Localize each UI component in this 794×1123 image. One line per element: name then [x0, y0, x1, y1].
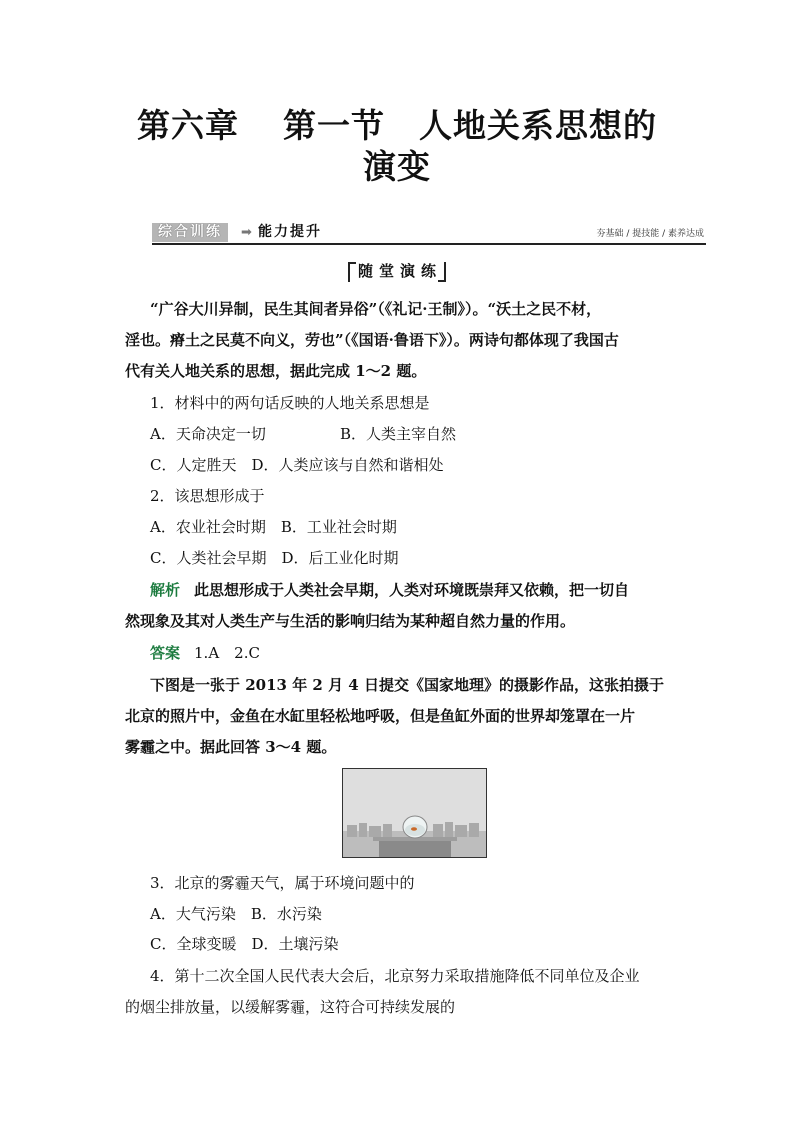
- question-3-options-row1: A．大气污染 B．水污染: [150, 905, 322, 923]
- question-1-stem: 1．材料中的两句话反映的人地关系思想是: [150, 394, 430, 412]
- answer-label: 答案: [150, 644, 181, 662]
- question-1-options-row1: [150, 424, 710, 444]
- question-2-stem: 2．该思想形成于: [150, 487, 265, 505]
- question-2-options-row2: C．人类社会早期 D．后工业化时期: [150, 549, 399, 567]
- arrow-right-icon: ➡: [241, 225, 252, 240]
- answer-line: 答案 1.A 2.C: [150, 644, 260, 662]
- question-3-stem: 3．北京的雾霾天气，属于环境问题中的: [150, 874, 415, 892]
- question-4-stem: 4．第十二次全国人民代表大会后，北京努力采取措施降低不同单位及企业: [150, 967, 640, 985]
- question-1-options-row2: C．人定胜天 D．人类应该与自然和谐相处: [150, 456, 444, 474]
- option-b: B．人类主宰自然: [340, 425, 457, 443]
- banner-tag-training: 综合训练: [152, 223, 228, 242]
- question-2-options-row1: A．农业社会时期 B．工业社会时期: [150, 518, 397, 536]
- passage2-line: 下图是一张于 2013 年 2 月 4 日提交《国家地理》的摄影作品，这张拍摄于: [150, 676, 664, 694]
- passage2-line: 北京的照片中，金鱼在水缸里轻松地呼吸，但是鱼缸外面的世界却笼罩在一片: [125, 707, 636, 725]
- analysis-line: 解析 此思想形成于人类社会早期，人类对环境既崇拜又依赖，把一切自: [150, 581, 630, 599]
- analysis-line: 然现象及其对人类生产与生活的影响归结为某种超自然力量的作用。: [125, 612, 576, 630]
- passage2-line: 雾霾之中。据此回答 3～4 题。: [125, 738, 337, 756]
- banner-tag-ability: 能力提升: [258, 224, 322, 240]
- section-title: 随堂演练: [0, 260, 794, 282]
- analysis-label: 解析: [150, 581, 181, 599]
- page-title-line1: 第六章 第一节 人地关系思想的: [137, 106, 657, 145]
- banner-right-tags: 夯基础 / 提技能 / 素养达成: [596, 229, 704, 239]
- option-a: A．天命决定一切: [150, 425, 266, 443]
- page-title-line2: 演变: [363, 147, 431, 186]
- question-4-stem-continued: 的烟尘排放量，以缓解雾霾，这符合可持续发展的: [125, 998, 456, 1016]
- passage1-line: 淫也。瘠土之民莫不向义，劳也”（《国语·鲁语下》）。两诗句都体现了我国古: [125, 331, 619, 349]
- question-3-options-row2: C．全球变暖 D．土壤污染: [150, 935, 339, 953]
- passage1-line: “广谷大川异制，民生其间者异俗”（《礼记·王制》）。“沃土之民不材，: [150, 300, 602, 318]
- smog-photo: [342, 768, 487, 858]
- section-banner: [152, 223, 706, 245]
- fishbowl-city-photo-icon: [343, 769, 486, 857]
- passage1-line: 代有关人地关系的思想，据此完成 1～2 题。: [125, 362, 427, 380]
